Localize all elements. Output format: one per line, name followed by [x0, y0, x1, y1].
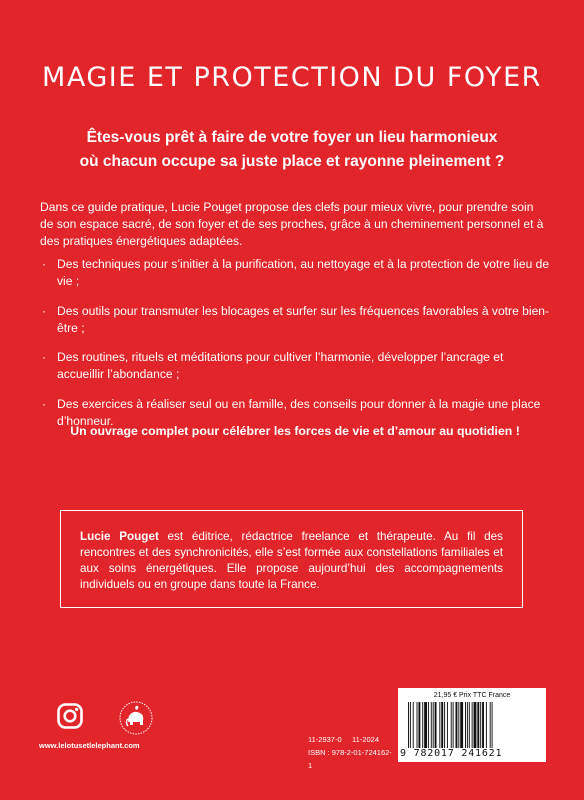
barcode-bar [428, 702, 429, 748]
price-label: 21,95 € Prix TTC France [433, 692, 511, 699]
feature-list [40, 256, 550, 442]
publisher-website-link[interactable]: www.lelotusetlelephant.com [39, 741, 140, 750]
barcode-bar [465, 702, 466, 748]
barcode-bar [492, 702, 493, 748]
author-bio-box [60, 510, 523, 608]
barcode-bar [433, 702, 434, 748]
barcode-bar [490, 702, 491, 748]
barcode-bar [477, 702, 479, 748]
barcode-bar [486, 702, 487, 748]
barcode-bar [456, 702, 458, 748]
barcode [406, 702, 538, 748]
barcode-bar [472, 702, 473, 748]
author-name: Lucie Pouget [80, 530, 159, 543]
reference-code: 11-2937-0 11-2024 [308, 735, 380, 744]
barcode-bar [447, 702, 448, 748]
barcode-bar [453, 702, 454, 748]
barcode-bar [441, 702, 443, 748]
list-item [40, 349, 550, 383]
closing-statement: Un ouvrage complet pour célébrer les forces de vie et d’amour au quotidien ! [70, 424, 520, 438]
barcode-bar [467, 702, 468, 748]
isbn: ISBN : 978-2-01-724162-1 [308, 748, 392, 770]
barcode-bar [418, 702, 420, 748]
barcode-bar [474, 702, 477, 748]
barcode-bar [480, 702, 481, 748]
bullet-marker: · [42, 257, 47, 271]
barcode-bar [460, 702, 463, 748]
barcode-bar [444, 702, 445, 748]
list-item [40, 303, 550, 337]
barcode-bar [413, 702, 414, 748]
barcode-bar [431, 702, 432, 748]
barcode-bar [458, 702, 459, 748]
bullet-marker: · [42, 396, 47, 411]
author-bio-text: est éditrice, rédactrice freelance et thérapeute. Au fil des rencontres et des synchronicités, elle s’est formée aux constellations familiales et aux soins énergétiques. Elle propose aujourd’hui des accompagnements individuels ou en groupe dans toute la France. [80, 530, 503, 591]
list-item-text: Des techniques pour s’initier à la purification, au nettoyage et à la protection de votre lieu de vie ; [57, 257, 550, 288]
barcode-digits: 9 782017 241621 [400, 748, 503, 759]
barcode-bar [422, 702, 423, 748]
price-barcode-box [398, 688, 546, 762]
instagram-icon[interactable] [57, 703, 83, 729]
barcode-bar [408, 702, 409, 748]
barcode-bar [417, 702, 418, 748]
barcode-bar [469, 702, 470, 748]
lead-line-1: Êtes-vous prêt à faire de votre foyer un lieu harmonieux [86, 129, 498, 146]
bullet-marker: · [42, 303, 47, 318]
book-title: MAGIE ET PROTECTION DU FOYER [42, 62, 542, 94]
barcode-bar [435, 702, 437, 748]
list-item [40, 256, 550, 290]
barcode-bar [410, 702, 411, 748]
intro-paragraph: Dans ce guide pratique, Lucie Pouget propose des clefs pour mieux vivre, pour prendre soin de son espace sacré, de son foyer et de ses proches, grâce à un cheminement personnel et à des pratiques énergétiques adaptées. [40, 200, 544, 248]
lead-question [40, 126, 544, 174]
barcode-bar [451, 702, 452, 748]
lead-line-2: où chacun occupe sa juste place et rayonne pleinement ? [79, 153, 505, 170]
book-codes [308, 733, 392, 772]
barcode-bar [482, 702, 484, 748]
barcode-bar [424, 702, 427, 748]
barcode-bar [439, 702, 440, 748]
list-item-text: Des outils pour transmuter les blocages et surfer sur les fréquences favorables à votre bien-être ; [57, 303, 550, 335]
bullet-marker: · [42, 350, 47, 364]
list-item-text: Des routines, rituels et méditations pour cultiver l’harmonie, développer l’ancrage et accueillir l’abondance ; [57, 350, 504, 381]
author-bio [80, 529, 503, 593]
list-item-text: Des exercices à réaliser seul ou en famille, des conseils pour donner à la magie une place d’honneur. [57, 396, 541, 428]
lotus-elephant-logo-icon [118, 700, 154, 736]
